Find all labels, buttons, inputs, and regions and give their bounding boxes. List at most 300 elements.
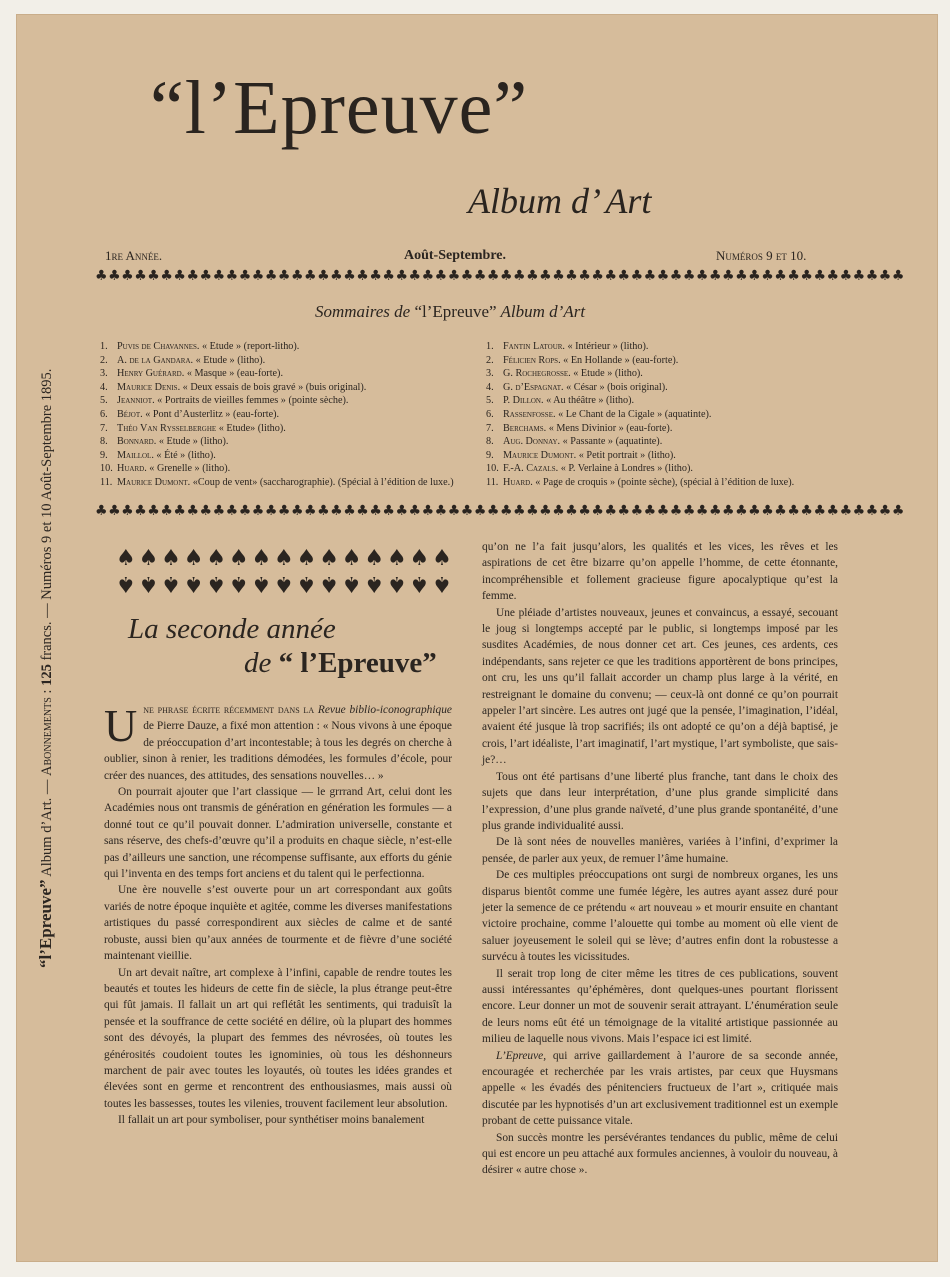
- club-ornament-icon: ♣: [826, 503, 840, 519]
- summary-item-number: 2.: [100, 354, 108, 366]
- club-ornament-icon: ♣: [277, 268, 291, 284]
- club-ornament-icon: ♣: [513, 268, 527, 284]
- summary-item-artist: Béjot.: [117, 408, 143, 420]
- issue-date: Août-Septembre.: [404, 248, 507, 263]
- summary-item-number: 5.: [100, 395, 108, 407]
- summary-item-text: [503, 449, 846, 463]
- club-ornament-icon: ♣: [865, 268, 879, 284]
- drop-cap: U: [104, 700, 138, 751]
- summary-item-number: 4.: [100, 381, 108, 393]
- club-ornament-icon: ♣: [565, 503, 579, 519]
- article-column-left: [104, 702, 452, 1129]
- club-ornament-icon: ♣: [434, 503, 448, 519]
- summary-item-work: « Grenelle » (litho).: [146, 463, 231, 475]
- club-ornament-icon: ♣: [369, 268, 383, 284]
- summary-item: [100, 381, 460, 395]
- club-ornament-icon: ♣: [486, 503, 500, 519]
- summary-item-number: 5.: [486, 395, 494, 407]
- summary-item-artist: Fantin Latour.: [503, 341, 565, 352]
- club-ornament-icon: ♣: [160, 503, 174, 519]
- summary-item-number: 10.: [486, 463, 499, 475]
- paragraph-3: Une ère nouvelle s’est ouverte pour un art correspondant aux goûts variés de notre époque inquiète et agitée, comme les diverses manifestations artistiques du passé correspondirent aux siècles de calme et de santé robuste, aussi bien qu’aux années de tourmente et de fièvre d’une société maintenant vieillie.: [104, 884, 452, 963]
- club-ornament-icon: ♣: [356, 268, 370, 284]
- club-ornament-icon: ♣: [212, 503, 226, 519]
- spade-ornament-icon: ♠: [386, 546, 407, 571]
- summary-item-text: [117, 340, 460, 354]
- club-ornament-icon: ♣: [761, 503, 775, 519]
- summary-item: [100, 422, 460, 436]
- club-ornament-icon: ♣: [186, 503, 200, 519]
- summary-item-text: [117, 408, 460, 422]
- summary-item: [100, 394, 460, 408]
- club-ornament-icon: ♣: [108, 268, 122, 284]
- article-title: [128, 612, 437, 680]
- club-ornament-icon: ♣: [878, 503, 892, 519]
- vertical-caption: “l’Epreuve” Album d’Art. — Abonnements : 125 francs. — Numéros 9 et 10 Août-Septembre 1895.: [36, 368, 55, 968]
- club-ornament-icon: ♣: [95, 268, 109, 284]
- summary-item-text: [117, 354, 460, 368]
- summary-item-text: [117, 422, 460, 436]
- club-ornament-icon: ♣: [891, 503, 905, 519]
- club-ornament-icon: ♣: [565, 268, 579, 284]
- club-ornament-icon: ♣: [852, 503, 866, 519]
- club-ornament-icon: ♣: [382, 268, 396, 284]
- club-ornament-icon: ♣: [160, 268, 174, 284]
- club-ornament-icon: ♣: [121, 268, 135, 284]
- vignette-row-top: [116, 547, 452, 571]
- masthead-subtitle: Album d’ Art: [468, 181, 652, 221]
- spade-ornament-icon: ♠: [409, 571, 430, 596]
- club-ornament-icon: ♣: [604, 268, 618, 284]
- summary-item-work: « Mens Divinior » (eau-forte).: [546, 422, 673, 434]
- spade-ornament-icon: ♠: [183, 571, 204, 596]
- summary-item: [486, 435, 846, 449]
- club-ornament-icon: ♣: [460, 268, 474, 284]
- summary-list-right: [486, 340, 846, 490]
- spade-ornament-icon: ♠: [161, 571, 181, 596]
- club-ornament-icon: ♣: [591, 268, 605, 284]
- club-ornament-icon: ♣: [395, 268, 409, 284]
- paragraph-r3: Tous ont été partisans d’une liberté plus franche, tant dans le choix des sujets que dans leur interprétation, d’une plus grande simplicité dans l’expression, d’une plus grande naïveté, d’une plus grande spontanéité, d’une plus grande individualité aussi.: [482, 770, 838, 832]
- summary-item-artist: G. Rochegrosse.: [503, 368, 571, 380]
- ornamental-border-top: [95, 268, 905, 284]
- paragraph-r7: [482, 1048, 838, 1130]
- summary-item-work: « Le Chant de la Cigale » (aquatinte).: [555, 408, 712, 420]
- summary-item-work: « P. Verlaine à Londres » (litho).: [558, 463, 693, 475]
- spade-ornament-icon: ♠: [274, 546, 294, 571]
- summary-item-artist: G. d’Espagnat.: [503, 381, 564, 393]
- summary-item-number: 4.: [486, 381, 494, 393]
- club-ornament-icon: ♣: [735, 268, 749, 284]
- club-ornament-icon: ♣: [290, 503, 304, 519]
- paragraph-r6: Il serait trop long de citer même les titres de ces publications, souvent aussi intéressantes qu’éphémères, dont quelques-unes pourtant florissent encore. Leur donner un mot de souvenir serait attrayant. L’énumération seule de leurs noms eût été un témoignage de la vitalité artistique passionnée au milieu de laquelle nous vivons. Mais l’espace ici est limité.: [482, 967, 838, 1046]
- summary-title-prefix: Sommaires de: [315, 302, 411, 321]
- vignette-row-bottom: [116, 571, 452, 595]
- club-ornament-icon: ♣: [578, 503, 592, 519]
- summary-item-work: « Etude» (litho).: [216, 422, 286, 434]
- summary-item-work: « Portraits de vieilles femmes » (pointe sèche).: [154, 395, 349, 407]
- p1-reference: Revue biblio-iconographique: [317, 704, 452, 716]
- club-ornament-icon: ♣: [761, 268, 775, 284]
- summary-item-artist: Huard.: [117, 463, 147, 475]
- club-ornament-icon: ♣: [499, 503, 513, 519]
- club-ornament-icon: ♣: [604, 503, 618, 519]
- club-ornament-icon: ♣: [813, 268, 827, 284]
- summary-item-artist: Jeanniot.: [117, 395, 155, 407]
- summary-item-number: 7.: [100, 422, 108, 434]
- club-ornament-icon: ♣: [722, 268, 736, 284]
- club-ornament-icon: ♣: [304, 268, 318, 284]
- vertical-caption-title: “l’Epreuve”: [36, 879, 55, 968]
- decorative-vignette: [116, 547, 452, 595]
- summary-item-artist: Berchams.: [503, 422, 547, 434]
- club-ornament-icon: ♣: [134, 503, 148, 519]
- club-ornament-icon: ♣: [330, 268, 344, 284]
- summary-item-number: 3.: [100, 368, 108, 380]
- summary-item: [486, 422, 846, 436]
- club-ornament-icon: ♣: [251, 268, 265, 284]
- summary-item-number: 8.: [100, 436, 108, 448]
- club-ornament-icon: ♣: [147, 268, 161, 284]
- paragraph-r8: Son succès montre les persévérantes tendances du public, même de celui qui est encore un peu attaché aux formules anciennes, à vouloir du nouveau, à désirer « autre chose ».: [482, 1131, 838, 1177]
- spade-ornament-icon: ♠: [296, 546, 317, 571]
- club-ornament-icon: ♣: [290, 268, 304, 284]
- club-ornament-icon: ♣: [656, 268, 670, 284]
- summary-item-work: « En Hollande » (eau-forte).: [560, 354, 679, 366]
- paragraph-r2: Une pléiade d’artistes nouveaux, jeunes et convaincus, a essayé, secouant le joug si longtemps accepté par le public, si longtemps imposé par les susdites Académies, de nous donner cet art. Ces jeunes, ces ardents, ces indépendants, sans rejeter ce que les traditions apportèrent de bons principes, ont cru, les uns qu’il fallait accorder un champ plus large à la vérité, en restreignant le domaine du convenu; — ceux-là ont donné ce qu’on pourrait appeler l’art sincère. Les autres ont jugé que la pensée, l’imagination, l’idéal, avaient été jusque là trop sacrifiés; ils ont adopté ce qu’on a déjà baptisé, je crois, l’art idéaliste, l’art imaginatif, l’art mystique, l’art symboliste, que sais-je?…: [482, 606, 838, 767]
- club-ornament-icon: ♣: [134, 268, 148, 284]
- club-ornament-icon: ♣: [787, 268, 801, 284]
- club-ornament-icon: ♣: [800, 503, 814, 519]
- summary-item: [100, 435, 460, 449]
- summary-item-number: 6.: [486, 408, 494, 420]
- p1-rest: de Pierre Dauze, a fixé mon attention : « Nous vivons à une époque de préoccupation d’art incontestable; à tous les degrés on cherche à oublier, sinon à renier, les traditions démodées, les formules d’école, pour créer des nuances, des attitudes, des sensations nouvelles… »: [104, 720, 452, 782]
- club-ornament-icon: ♣: [251, 503, 265, 519]
- club-ornament-icon: ♣: [330, 503, 344, 519]
- club-ornament-icon: ♣: [264, 268, 278, 284]
- spade-ornament-icon: ♠: [206, 546, 227, 571]
- spade-ornament-icon: ♠: [296, 571, 317, 596]
- club-ornament-icon: ♣: [225, 268, 239, 284]
- club-ornament-icon: ♣: [434, 268, 448, 284]
- spade-ornament-icon: ♠: [116, 571, 136, 596]
- summary-item-number: 6.: [100, 408, 108, 420]
- club-ornament-icon: ♣: [238, 268, 252, 284]
- spade-ornament-icon: ♠: [251, 571, 272, 596]
- spade-ornament-icon: ♠: [138, 546, 159, 571]
- summary-item-artist: Théo Van Rysselberghe: [117, 422, 217, 434]
- club-ornament-icon: ♣: [669, 268, 683, 284]
- club-ornament-icon: ♣: [774, 503, 788, 519]
- club-ornament-icon: ♣: [317, 503, 331, 519]
- spade-ornament-icon: ♠: [206, 571, 227, 596]
- spade-ornament-icon: ♠: [386, 571, 407, 596]
- summary-item-artist: Félicien Rops.: [503, 354, 561, 366]
- p1-start: ne phrase écrite récemment dans la: [143, 704, 315, 716]
- club-ornament-icon: ♣: [499, 268, 513, 284]
- spade-ornament-icon: ♠: [432, 546, 452, 571]
- summary-item-number: 9.: [100, 449, 108, 461]
- club-ornament-icon: ♣: [891, 268, 905, 284]
- summary-item-work: « Passante » (aquatinte).: [560, 436, 663, 448]
- summary-item-text: [117, 449, 460, 463]
- club-ornament-icon: ♣: [578, 268, 592, 284]
- club-ornament-icon: ♣: [238, 503, 252, 519]
- club-ornament-icon: ♣: [643, 503, 657, 519]
- summary-item-artist: P. Dillon.: [503, 395, 544, 407]
- spade-ornament-icon: ♠: [364, 571, 385, 596]
- club-ornament-icon: ♣: [408, 268, 422, 284]
- summary-item-work: « Etude » (litho).: [193, 354, 266, 366]
- club-ornament-icon: ♣: [878, 268, 892, 284]
- summary-item: [486, 449, 846, 463]
- summary-item-work: « Pont d’Austerlitz » (eau-forte).: [142, 408, 280, 420]
- summary-title: [315, 302, 585, 322]
- summary-item-number: 7.: [486, 422, 494, 434]
- paragraph-1: [104, 702, 452, 784]
- club-ornament-icon: ♣: [865, 503, 879, 519]
- paragraph-2: On pourrait ajouter que l’art classique — le grrrand Art, celui dont les Académies nous ont transmis de génération en génération les formules — a donné tout ce qu’il pouvait donner. L’admiration universelle, constante et sans réserve, des chefs-d’œuvre qu’il a produits en chaque siècle, n’est-elle pas d’ailleurs une sanction, une récompense suffisante, aux efforts du génie qui l’inventa en des temps fort anciens et du talent qui le perfectionna.: [104, 786, 452, 881]
- club-ornament-icon: ♣: [774, 268, 788, 284]
- summary-item-text: [117, 435, 460, 449]
- club-ornament-icon: ♣: [382, 503, 396, 519]
- club-ornament-icon: ♣: [748, 503, 762, 519]
- summary-title-name: “l’Epreuve”: [414, 302, 497, 321]
- club-ornament-icon: ♣: [343, 503, 357, 519]
- summary-item-number: 1.: [486, 341, 494, 352]
- vertical-caption-subscription: Abonnements: [39, 697, 55, 777]
- summary-item-work: « Petit portrait » (litho).: [576, 449, 676, 461]
- summary-item-text: [117, 476, 460, 490]
- club-ornament-icon: ♣: [173, 268, 187, 284]
- club-ornament-icon: ♣: [421, 503, 435, 519]
- r7-rest: qui arrive gaillardement à l’aurore de sa seconde année, encouragée et recherchée par les vrais artistes, par ceux que Huysmans appelle « les évadés des pénitenciers fructueux de l’art », critiquée mais discutée par les hypnotisés d’un art exclusivement traditionnel est un exemple probant de cette puissance vitale.: [482, 1049, 838, 1128]
- ornamental-border-middle: [95, 503, 905, 519]
- club-ornament-icon: ♣: [356, 503, 370, 519]
- spade-ornament-icon: ♠: [274, 571, 294, 596]
- paragraph-5: Il fallait un art pour symboliser, pour synthétiser moins banalement: [118, 1114, 425, 1127]
- spade-ornament-icon: ♠: [432, 571, 452, 596]
- spade-ornament-icon: ♠: [319, 546, 339, 571]
- summary-item-text: [503, 435, 846, 449]
- club-ornament-icon: ♣: [839, 503, 853, 519]
- club-ornament-icon: ♣: [526, 503, 540, 519]
- club-ornament-icon: ♣: [852, 268, 866, 284]
- vertical-caption-part1: Album d’Art.: [39, 797, 55, 877]
- paragraph-4: Un art devait naître, art complexe à l’infini, capable de rendre toutes les beautés et toutes les hideurs de cette fin de siècle, la plus étrange peut-être qui fût jamais. Il fallait un art qui reflétât les sentiments, qui traduisît la pensée et la souffrance de cette société en délire, où la plupart des hommes sont des dévoyés, la plupart des femmes des névrosées, où toutes les générosités coudoient toutes les ignominies, où tous les déshonneurs marchent de pair avec toutes les loyautés, où toutes les idées grandes et élevées sont en germe et rencontrent des enthousiasmes, mais aussi où toutes les bassesses, toutes les vilenies, trouvent facilement leur absolution.: [104, 966, 452, 1110]
- club-ornament-icon: ♣: [695, 503, 709, 519]
- summary-item-number: 8.: [486, 436, 494, 448]
- club-ornament-icon: ♣: [617, 268, 631, 284]
- summary-item: [486, 462, 846, 476]
- spade-ornament-icon: ♠: [183, 546, 204, 571]
- club-ornament-icon: ♣: [708, 268, 722, 284]
- spade-ornament-icon: ♠: [364, 546, 385, 571]
- summary-item-work: « Deux essais de bois gravé » (buis original).: [180, 381, 367, 393]
- spade-ornament-icon: ♠: [251, 546, 272, 571]
- club-ornament-icon: ♣: [826, 268, 840, 284]
- summary-item-artist: Henry Guérard.: [117, 368, 185, 380]
- summary-item: [486, 381, 846, 395]
- summary-item-work: « Au théâtre » (litho).: [543, 395, 635, 407]
- summary-item-artist: Puvis de Chavannes.: [117, 341, 200, 352]
- club-ornament-icon: ♣: [108, 503, 122, 519]
- summary-item-text: [117, 367, 460, 381]
- summary-item-artist: Aug. Donnay.: [503, 436, 561, 448]
- club-ornament-icon: ♣: [552, 268, 566, 284]
- club-ornament-icon: ♣: [839, 268, 853, 284]
- summary-item: [486, 367, 846, 381]
- club-ornament-icon: ♣: [630, 503, 644, 519]
- club-ornament-icon: ♣: [591, 503, 605, 519]
- summary-item-text: [503, 462, 846, 476]
- club-ornament-icon: ♣: [643, 268, 657, 284]
- club-ornament-icon: ♣: [447, 503, 461, 519]
- summary-item-text: [503, 476, 846, 490]
- summary-item-text: [503, 422, 846, 436]
- spade-ornament-icon: ♠: [161, 546, 181, 571]
- club-ornament-icon: ♣: [539, 503, 553, 519]
- club-ornament-icon: ♣: [813, 503, 827, 519]
- club-ornament-icon: ♣: [708, 503, 722, 519]
- summary-item-artist: Maurice Dumont.: [503, 449, 577, 461]
- spade-ornament-icon: ♠: [341, 546, 362, 571]
- club-ornament-icon: ♣: [722, 503, 736, 519]
- summary-item-artist: Rassenfosse.: [503, 408, 556, 420]
- summary-item-text: [503, 408, 846, 422]
- summary-item: [100, 449, 460, 463]
- club-ornament-icon: ♣: [121, 503, 135, 519]
- paragraph-r4: De là sont nées de nouvelles manières, variées à l’infini, d’exprimer la pensée, de parler aux yeux, de remuer l’âme humaine.: [482, 836, 838, 865]
- summary-item: [486, 476, 846, 490]
- club-ornament-icon: ♣: [277, 503, 291, 519]
- summary-item: [100, 354, 460, 368]
- article-column-right: [482, 539, 838, 1179]
- summary-item-number: 1.: [100, 341, 108, 352]
- summary-item: [100, 476, 460, 490]
- summary-item: [100, 340, 460, 354]
- club-ornament-icon: ♣: [304, 503, 318, 519]
- summary-item-work: « Intérieur » (litho).: [564, 341, 649, 352]
- summary-item-artist: A. de la Gandara.: [117, 354, 194, 366]
- club-ornament-icon: ♣: [447, 268, 461, 284]
- summary-item-artist: Maurice Denis.: [117, 381, 181, 393]
- club-ornament-icon: ♣: [212, 268, 226, 284]
- club-ornament-icon: ♣: [95, 503, 109, 519]
- summary-title-suffix: Album d’Art: [500, 302, 586, 321]
- summary-item-artist: F.-A. Cazals.: [503, 463, 559, 475]
- summary-item-number: 10.: [100, 463, 113, 475]
- summary-item: [486, 394, 846, 408]
- article-title-name: “ l’Epreuve”: [278, 647, 437, 679]
- vertical-caption-price: 125: [39, 664, 55, 686]
- spade-ornament-icon: ♠: [228, 571, 249, 596]
- masthead-title: “l’Epreuve”: [150, 66, 529, 150]
- summary-item-number: 9.: [486, 449, 494, 461]
- club-ornament-icon: ♣: [473, 268, 487, 284]
- summary-item-number: 11.: [486, 476, 499, 488]
- summary-item-text: [503, 394, 846, 408]
- summary-item: [100, 367, 460, 381]
- summary-item: [486, 354, 846, 368]
- summary-item: [100, 462, 460, 476]
- club-ornament-icon: ♣: [682, 503, 696, 519]
- club-ornament-icon: ♣: [682, 268, 696, 284]
- summary-item-work: « Etude » (report-litho).: [199, 341, 300, 352]
- summary-item-text: [117, 394, 460, 408]
- club-ornament-icon: ♣: [395, 503, 409, 519]
- club-ornament-icon: ♣: [526, 268, 540, 284]
- summary-item-work: « Page de croquis » (pointe sèche), (spécial à l’édition de luxe).: [532, 476, 795, 488]
- paragraph-r1: qu’on ne l’a fait jusqu’alors, les qualités et les vices, les rêves et les aspirations de cet être bizarre qu’on appelle l’homme, de cette étonnante, incompréhensible et follement gracieuse figure apocalyptique qu’est la femme.: [482, 541, 838, 603]
- summary-item: [100, 408, 460, 422]
- club-ornament-icon: ♣: [513, 503, 527, 519]
- club-ornament-icon: ♣: [343, 268, 357, 284]
- summary-item-work: « Etude » (litho).: [156, 436, 229, 448]
- club-ornament-icon: ♣: [460, 503, 474, 519]
- club-ornament-icon: ♣: [186, 268, 200, 284]
- summary-item-text: [503, 340, 846, 354]
- summary-item-work: « César » (bois original).: [563, 381, 668, 393]
- paragraph-r5: De ces multiples préoccupations ont surgi de nombreux organes, les uns disparus bientôt comme une fumée légère, les autres ayant assez duré pour jeter la semence de ce prétendu « art nouveau » et mourir ensuite en chantant victoire prochaine, comme l’alouette qui tombe au moment où elle vient de saluer joyeusement le soleil qui se lève; d’autres enfin dont la robustesse a survécu à toutes les vicissitudes.: [482, 869, 838, 964]
- club-ornament-icon: ♣: [408, 503, 422, 519]
- club-ornament-icon: ♣: [656, 503, 670, 519]
- summary-item-work: « Masque » (eau-forte).: [184, 368, 283, 380]
- spade-ornament-icon: ♠: [409, 546, 430, 571]
- summary-item-number: 3.: [486, 368, 494, 380]
- club-ornament-icon: ♣: [225, 503, 239, 519]
- summary-item-artist: Maurice Dumont.: [117, 476, 191, 488]
- issue-year: 1re Année.: [105, 248, 163, 263]
- spade-ornament-icon: ♠: [138, 571, 159, 596]
- summary-item-artist: Huard.: [503, 476, 533, 488]
- club-ornament-icon: ♣: [695, 268, 709, 284]
- summary-item-text: [117, 462, 460, 476]
- club-ornament-icon: ♣: [735, 503, 749, 519]
- summary-item-text: [503, 354, 846, 368]
- issue-number: Numéros 9 et 10.: [716, 248, 807, 263]
- summary-item-artist: Maillol.: [117, 449, 154, 461]
- summary-item-artist: Bonnard.: [117, 436, 157, 448]
- summary-item: [486, 408, 846, 422]
- club-ornament-icon: ♣: [539, 268, 553, 284]
- club-ornament-icon: ♣: [317, 268, 331, 284]
- spade-ornament-icon: ♠: [116, 546, 136, 571]
- vertical-caption-rest: francs. — Numéros 9 et 10 Août-Septembre 1895.: [39, 368, 55, 661]
- club-ornament-icon: ♣: [173, 503, 187, 519]
- spade-ornament-icon: ♠: [341, 571, 362, 596]
- club-ornament-icon: ♣: [617, 503, 631, 519]
- spade-ornament-icon: ♠: [228, 546, 249, 571]
- r7-title: L’Epreuve,: [496, 1049, 547, 1062]
- summary-item-work: «Coup de vent» (saccharographie). (Spécial à l’édition de luxe.): [190, 476, 454, 488]
- summary-item-number: 2.: [486, 354, 494, 366]
- club-ornament-icon: ♣: [199, 503, 213, 519]
- club-ornament-icon: ♣: [199, 268, 213, 284]
- summary-item: [486, 340, 846, 354]
- club-ornament-icon: ♣: [552, 503, 566, 519]
- club-ornament-icon: ♣: [473, 503, 487, 519]
- summary-item-text: [503, 367, 846, 381]
- summary-list-left: [100, 340, 460, 490]
- article-title-prefix: de: [244, 647, 272, 679]
- summary-item-work: « Été » (litho).: [153, 449, 216, 461]
- summary-item-text: [503, 381, 846, 395]
- club-ornament-icon: ♣: [787, 503, 801, 519]
- article-title-line1: La seconde année: [128, 613, 336, 645]
- club-ornament-icon: ♣: [800, 268, 814, 284]
- club-ornament-icon: ♣: [264, 503, 278, 519]
